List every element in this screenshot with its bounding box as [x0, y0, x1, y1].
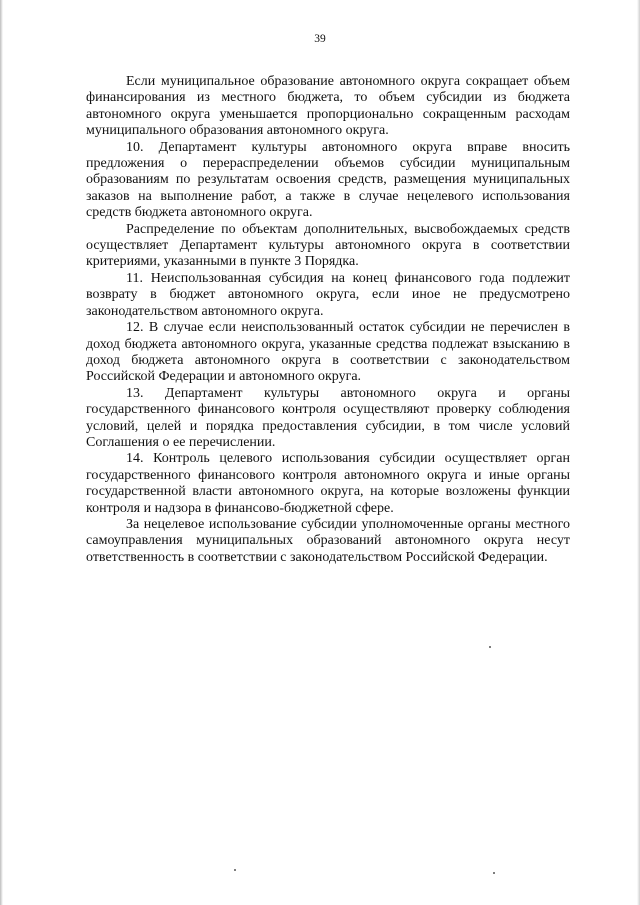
paragraph-item-14: 14. Контроль целевого использования субсидии осуществляет орган государственного финансового контроля автономного округа и иные органы государственной власти автономного округа, на которые возложены функции контроля и надзора в финансово-бюджетной сфере. [86, 451, 570, 516]
paragraph-responsibility: За нецелевое использование субсидии уполномоченные органы местного самоуправления муниципальных образований автономного округа несут ответственность в соответствии с законодательством Российской Федерации. [86, 516, 570, 565]
paragraph-subsidy-reduction: Если муниципальное образование автономного округа сокращает объем финансирования из местного бюджета, то объем субсидии из бюджета автономного округа уменьшается пропорционально сокращенным расходам муниципального образования автономного округа. [86, 74, 570, 139]
scan-speck [234, 869, 236, 871]
page-number: 39 [314, 33, 326, 45]
paragraph-item-11: 11. Неиспользованная субсидия на конец финансового года подлежит возврату в бюджет автономного округа, если иное не предусмотрено законодательством автономного округа. [86, 270, 570, 319]
document-body [86, 74, 570, 566]
paragraph-item-12: 12. В случае если неиспользованный остаток субсидии не перечислен в доход бюджета автономного округа, указанные средства подлежат взысканию в доход бюджета автономного округа в соответствии с законодательством Российской Федерации и автономного округа. [86, 320, 570, 385]
scan-speck [489, 646, 491, 648]
paragraph-item-13: 13. Департамент культуры автономного округа и органы государственного финансового контроля осуществляют проверку соблюдения условий, целей и порядка предоставления субсидии, в том числе условий Соглашения о ее перечислении. [86, 385, 570, 450]
paragraph-redistribution: Распределение по объектам дополнительных, высвобождаемых средств осуществляет Департамент культуры автономного округа в соответствии критериями, указанными в пункте 3 Порядка. [86, 221, 570, 270]
paragraph-item-10: 10. Департамент культуры автономного округа вправе вносить предложения о перераспределении объемов субсидии муниципальным образованиям по результатам освоения средств, размещения муниципальных заказов на выполнение работ, а также в случае нецелевого использования средств бюджета автономного округа. [86, 139, 570, 221]
scan-speck [493, 872, 495, 874]
scan-left-edge [0, 0, 3, 905]
